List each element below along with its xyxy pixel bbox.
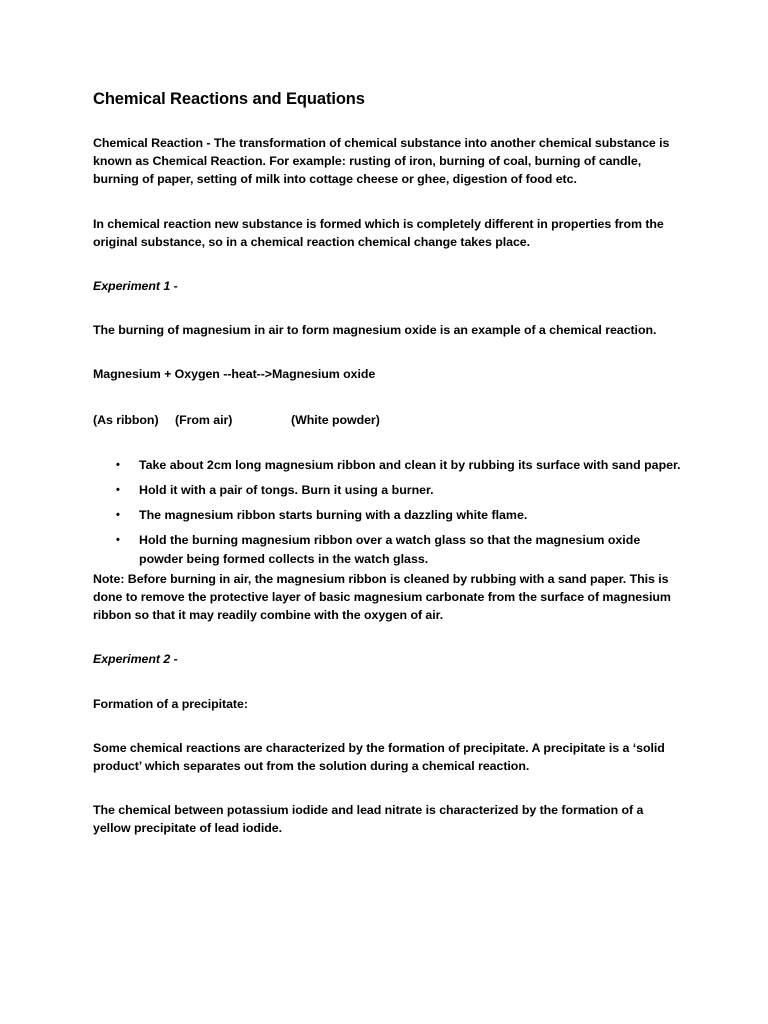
- bullet-icon: •: [116, 484, 120, 497]
- paragraph-magnesium-burning: The burning of magnesium in air to form magnesium oxide is an example of a chemical reaction.: [93, 323, 657, 338]
- bullet-icon: •: [116, 509, 120, 522]
- list-item: • Hold it with a pair of tongs. Burn it using a burner.: [93, 481, 683, 499]
- experiment-1-heading: Experiment 1 -: [93, 279, 178, 294]
- precipitate-heading: Formation of a precipitate:: [93, 696, 248, 711]
- procedure-list: [93, 456, 683, 568]
- bullet-icon: •: [116, 458, 120, 471]
- list-item: • The magnesium ribbon starts burning with a dazzling white flame.: [93, 506, 683, 524]
- note-paragraph: Note: Before burning in air, the magnesium ribbon is cleaned by rubbing with a sand paper. This is done to remove the protective layer of basic magnesium carbonate from the surface of magnesium ribbon so that it may readily combine with the oxygen of air.: [93, 571, 671, 623]
- state-ribbon: (As ribbon): [93, 412, 159, 427]
- paragraph-precipitate-definition: Some chemical reactions are characterized by the formation of precipitate. A precipitate is a ‘solid product’ which separates out from the solution during a chemical reaction.: [93, 740, 665, 774]
- list-item: • Hold the burning magnesium ribbon over a watch glass so that the magnesium oxide powder being formed collects in the watch glass.: [116, 533, 641, 566]
- paragraph-lead-iodide: The chemical between potassium iodide and lead nitrate is characterized by the formation of a yellow precipitate of lead iodide.: [93, 803, 644, 836]
- document-page: [93, 86, 683, 838]
- state-air: (From air): [175, 412, 233, 427]
- state-powder: (White powder): [291, 412, 380, 427]
- equation-magnesium-oxide: Magnesium + Oxygen --heat-->Magnesium oxide: [93, 367, 376, 382]
- page-title: Chemical Reactions and Equations: [93, 90, 365, 108]
- bullet-icon: •: [116, 534, 120, 547]
- list-item: • Take about 2cm long magnesium ribbon and clean it by rubbing its surface with sand paper.: [93, 456, 683, 474]
- paragraph-new-substance: In chemical reaction new substance is formed which is completely different in properties from the original substance, so in a chemical reaction chemical change takes place.: [93, 216, 664, 249]
- paragraph-definition: Chemical Reaction - The transformation of chemical substance into another chemical substance is known as Chemical Reaction. For example: rusting of iron, burning of coal, burning of candle, burning of paper, setting of milk into cottage cheese or ghee, digestion of food etc.: [93, 136, 670, 187]
- equation-states-row: [93, 411, 683, 429]
- experiment-2-heading: Experiment 2 -: [93, 652, 178, 667]
